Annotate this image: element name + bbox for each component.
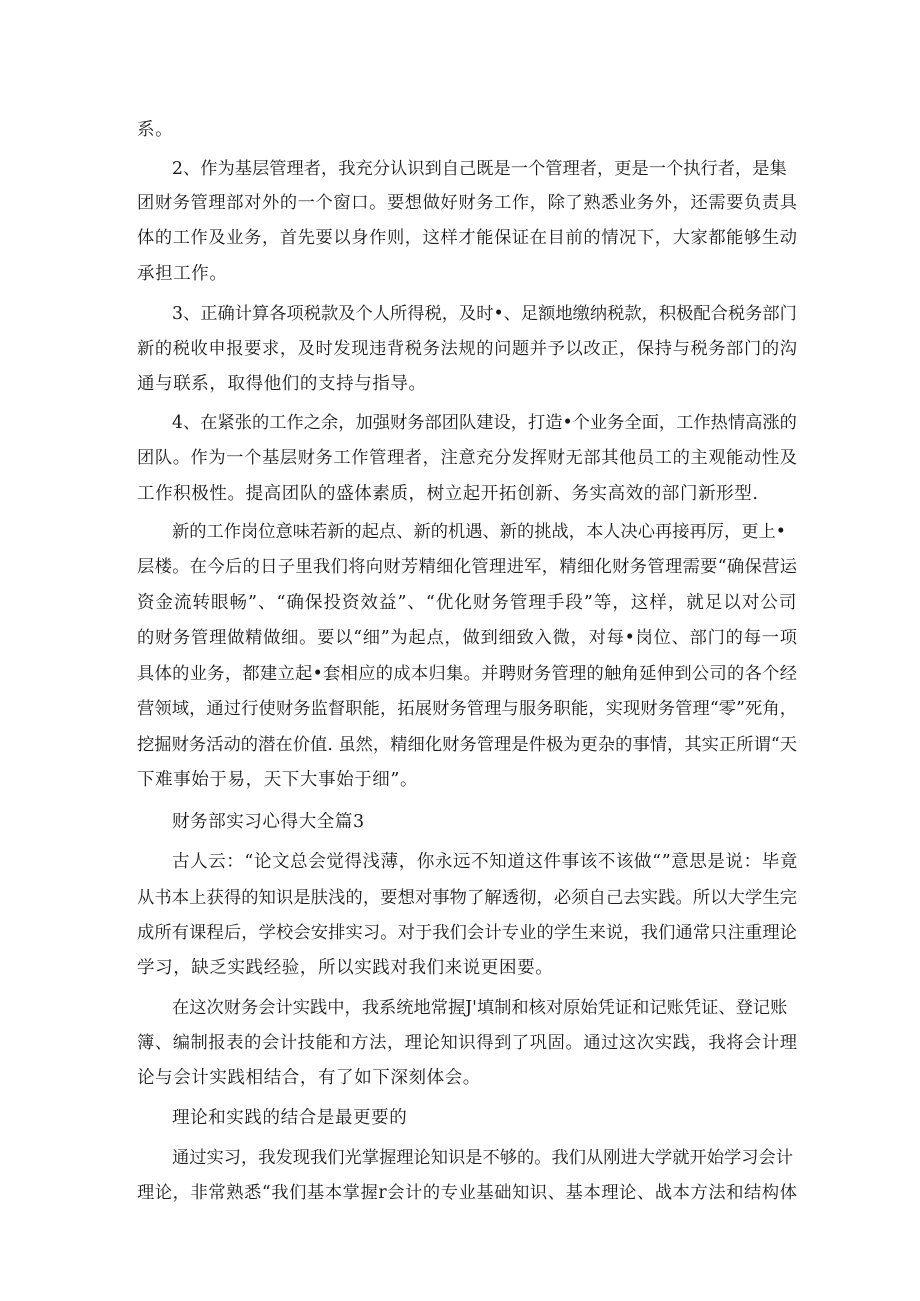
text-line: 成所有课程后，学校会安排实习。对于我们会计专业的学生来说，我们通常只注重理论: [137, 923, 797, 943]
text-line: 2、作为基层管理者，我充分认识到自己既是一个管理者，更是一个执行者，是集: [172, 159, 787, 179]
section-heading: 理论和实践的结合是最更要的: [172, 1108, 408, 1128]
text-line: 通与联系，取得他们的支持与指导。: [137, 374, 427, 394]
text-line: 从书本上获得的知识是肤浅的，要想对事物了解透彻，必须自己去实践。所以大学生完: [137, 888, 797, 908]
text-line: 4、在紧张的工作之余，加强财务部团队建设，打造•个业务全面，工作热情高涨的: [172, 413, 797, 433]
text-line: 承担工作。: [137, 264, 228, 284]
text-line: 具体的业务，都建立起•套相应的成本归集。并聘财务管理的触角延伸到公司的各个经: [137, 664, 797, 684]
text-line: 在这次财务会计实践中，我系统地常握J'填制和核对原始凭证和记账凭证、登记账: [172, 998, 788, 1018]
text-line: 新的工作岗位意味若新的起点、新的机遇、新的挑战，本人决心再接再厉，更上•: [172, 522, 786, 542]
text-line: 资金流转眼畅”、“确保投资效益”、“优化财务管理手段”等，这样，就足以对公司: [137, 593, 797, 613]
text-line: 论与会计实践相结合，有了如下深刻体会。: [137, 1068, 481, 1088]
text-line: 体的工作及业务，首先要以身作则，这样才能保证在目前的情况下，大家都能够生动: [137, 228, 797, 248]
text-line: 层楼。在今后的日子里我们将向财芳精细化管理进军，精细化财务管理需要“确保营运: [137, 557, 797, 577]
text-line: 学习，缺乏实践经验，所以实践对我们来说更困要。: [137, 958, 554, 978]
text-line: 古人云：“论文总会觉得浅薄，你永远不知道这件事该不该做“”意思是说：毕竟: [172, 852, 798, 872]
text-line: 系。: [137, 120, 174, 140]
section-heading: 财务部实习心得大全篇3: [172, 812, 365, 832]
text-line: 新的税收申报要求，及时发现违背税务法规的问题并予以改正，保持与税务部门的沟: [137, 339, 797, 359]
text-line: 团队。作为一个基层财务工作管理者，注意充分发挥财无部其他员工的主观能动性及: [137, 448, 797, 468]
text-line: 营领域，通过行使财务监督职能，拓展财务管理与服务职能，实现财务管理“零”死角，: [137, 699, 797, 719]
text-line: 的财务管理做精做细。要以“细”为起点，做到细致入微，对每•岗位、部门的每一项: [137, 628, 797, 648]
text-line: 簿、编制报表的会计技能和方法，理论知识得到了巩固。通过这次实践，我将会计理: [137, 1033, 797, 1053]
text-line: 团财务管理部对外的一个窗口。要想做好财务工作，除了熟悉业务外，还需要负责具: [137, 193, 797, 213]
text-line: 理论，非常熟悉“我们基本掌握r会计的专业基础知识、基本理论、战本方法和结构体: [137, 1183, 797, 1203]
text-line: 挖掘财务活动的潜在价值. 虽然，精细化财务管理是件极为更杂的事情，其实正所谓“天: [137, 735, 797, 755]
text-line: 下难事始于易，天下大事始于细”。: [137, 770, 419, 790]
text-line: 工作积极性。提高团队的盛体素质，树立起开拓创新、务实高效的部门新形型.: [137, 484, 759, 504]
text-line: 3、正确计算各项税款及个人所得税，及时•、足额地缴纳税款，积极配合税务部门: [172, 304, 797, 324]
text-line: 通过实习，我发现我们光掌握理论知识是不够的。我们从刚进大学就开始学习会计: [172, 1148, 794, 1168]
